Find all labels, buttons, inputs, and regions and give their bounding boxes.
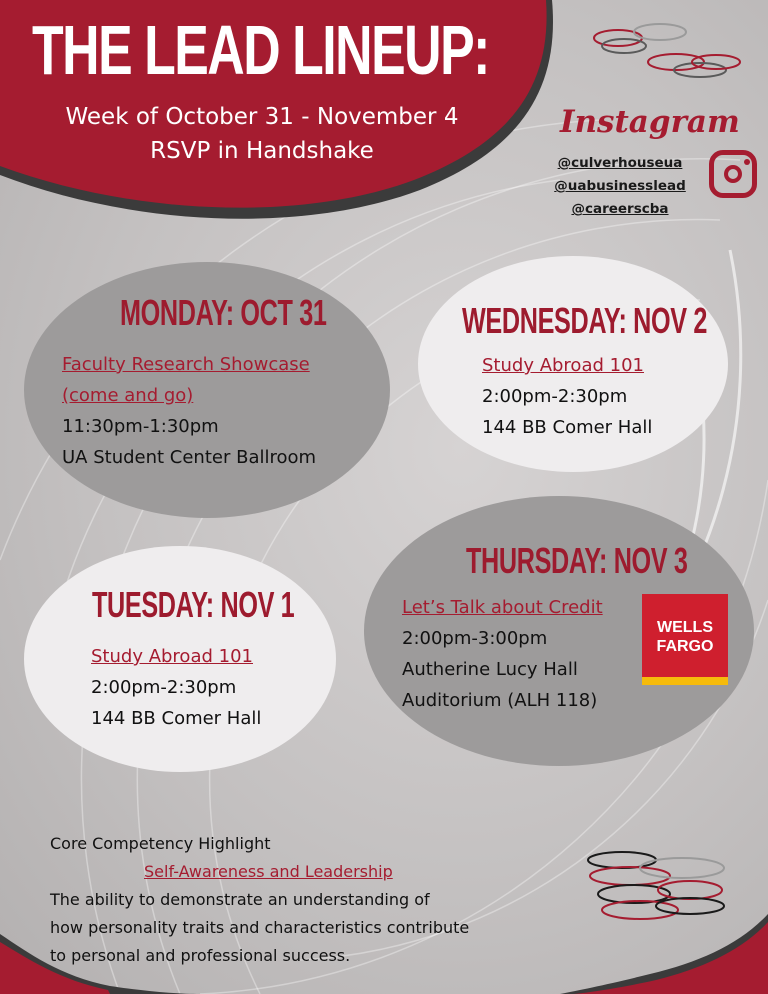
core-competency-name[interactable]: Self-Awareness and Leadership [144, 862, 393, 881]
wells-fargo-logo-line2: FARGO [656, 638, 714, 655]
bottom-wave [0, 914, 768, 994]
tuesday-event [91, 641, 261, 734]
wells-fargo-gold-bar [642, 677, 728, 685]
wednesday-heading: WEDNESDAY: NOV 2 [462, 300, 708, 341]
wednesday-event-time: 2:00pm-2:30pm [482, 386, 628, 407]
instagram-dot [744, 159, 750, 165]
wells-fargo-logo [642, 594, 728, 685]
monday-event-time: 11:30pm-1:30pm [62, 416, 219, 437]
instagram-icon[interactable] [709, 150, 757, 198]
thursday-event-location-2: Auditorium (ALH 118) [402, 690, 598, 711]
tuesday-event-title[interactable]: Study Abroad 101 [91, 646, 253, 667]
tuesday-event-location: 144 BB Comer Hall [91, 708, 262, 729]
handle-uabusinesslead[interactable]: @uabusinesslead [554, 178, 686, 194]
week-subtitle: Week of October 31 - November 4 [65, 104, 459, 130]
monday-event [62, 349, 316, 473]
instagram-handles [540, 152, 700, 221]
page-title: THE LEAD LINEUP: [32, 11, 489, 89]
thursday-heading: THURSDAY: NOV 3 [466, 540, 688, 581]
tuesday-heading: TUESDAY: NOV 1 [92, 584, 295, 625]
wednesday-event-location: 144 BB Comer Hall [482, 417, 653, 438]
core-competency-description-3: to personal and professional success. [50, 946, 351, 965]
monday-heading: MONDAY: OCT 31 [120, 292, 327, 333]
rsvp-subtitle: RSVP in Handshake [150, 138, 374, 164]
core-competency-label: Core Competency Highlight [50, 834, 271, 853]
monday-event-title-2[interactable]: (come and go) [62, 385, 194, 406]
handle-careerscba[interactable]: @careerscba [571, 201, 669, 217]
wednesday-event-title[interactable]: Study Abroad 101 [482, 355, 644, 376]
tuesday-event-time: 2:00pm-2:30pm [91, 677, 237, 698]
instagram-heading: Instagram [560, 104, 740, 140]
decorative-rings-top [580, 18, 750, 88]
core-competency-description-2: how personality traits and characteristics contribute [50, 918, 470, 937]
monday-event-location: UA Student Center Ballroom [62, 447, 317, 468]
thursday-event [402, 592, 603, 716]
wells-fargo-logo-line1: WELLS [657, 619, 713, 636]
instagram-lens [724, 165, 742, 183]
thursday-event-title[interactable]: Let’s Talk about Credit [402, 597, 603, 618]
monday-event-title-1[interactable]: Faculty Research Showcase [62, 354, 310, 375]
thursday-event-time: 2:00pm-3:00pm [402, 628, 548, 649]
handle-culverhouseua[interactable]: @culverhouseua [557, 155, 683, 171]
core-competency-description-1: The ability to demonstrate an understanding of [50, 890, 430, 909]
thursday-event-location-1: Autherine Lucy Hall [402, 659, 578, 680]
wednesday-event [482, 350, 652, 443]
